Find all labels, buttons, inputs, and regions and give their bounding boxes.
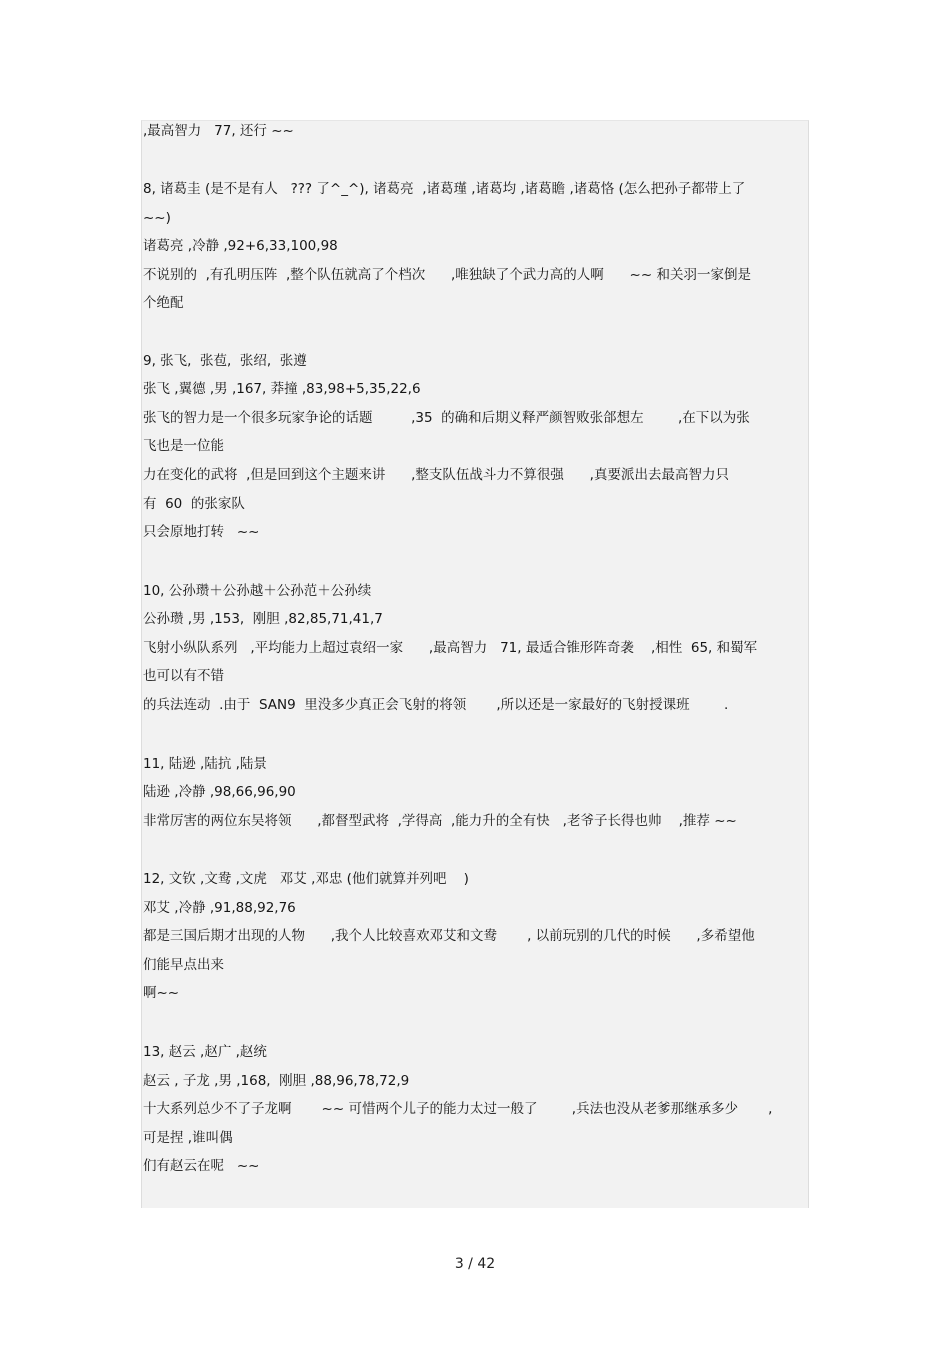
text-line: 不说别的 ,有孔明压阵 ,整个队伍就高了个档次 ,唯独缺了个武力高的人啊 ~~ 和关羽一家倒是: [143, 267, 751, 283]
text-line: 十大系列总少不了子龙啊 ~~ 可惜两个儿子的能力太过一般了 ,兵法也没从老爹那继承多少 ,: [143, 1101, 773, 1117]
text-line: 可是捏 ,谁叫偶: [143, 1130, 233, 1146]
text-line: 非常厉害的两位东吴将领 ,都督型武将 ,学得高 ,能力升的全有快 ,老爷子长得也帅 ,推荐 ~~: [143, 813, 737, 829]
text-line: 12, 文钦 ,文鸯 ,文虎 邓艾 ,邓忠 (他们就算并列吧 ): [143, 871, 469, 887]
text-line: 赵云 , 子龙 ,男 ,168, 刚胆 ,88,96,78,72,9: [143, 1073, 410, 1089]
text-line: 诸葛亮 ,冷静 ,92+6,33,100,98: [143, 238, 338, 254]
text-line: 啊~~: [143, 985, 180, 1001]
text-line: 张飞的智力是一个很多玩家争论的话题 ,35 的确和后期义释严颜智败张郃想左 ,在下以为张: [143, 410, 750, 426]
text-line: ~~): [143, 210, 171, 226]
text-line: 也可以有不错: [143, 668, 224, 684]
text-line: 只会原地打转 ~~: [143, 524, 260, 540]
text-line: 8, 诸葛圭 (是不是有人 ??? 了^_^), 诸葛亮 ,诸葛瑾 ,诸葛均 ,诸葛瞻 ,诸葛恪 (怎么把孙子都带上了: [143, 181, 746, 197]
text-line: 陆逊 ,冷静 ,98,66,96,90: [143, 784, 296, 800]
text-line: 飞也是一位能: [143, 438, 224, 454]
text-line: 力在变化的武将 ,但是回到这个主题来讲 ,整支队伍战斗力不算很强 ,真要派出去最高智力只: [143, 467, 729, 483]
text-line: 有 60 的张家队: [143, 496, 245, 512]
text-line: 9, 张飞, 张苞, 张绍, 张遵: [143, 353, 307, 369]
text-line: 10, 公孙瓒＋公孙越＋公孙范＋公孙续: [143, 583, 372, 599]
text-line: 公孙瓒 ,男 ,153, 刚胆 ,82,85,71,41,7: [143, 611, 383, 627]
text-line: 的兵法连动 .由于 SAN9 里没多少真正会飞射的将领 ,所以还是一家最好的飞射授课班 .: [143, 697, 729, 713]
text-line: 个绝配: [143, 295, 184, 311]
text-line: ,最高智力 77, 还行 ~~: [143, 123, 294, 139]
page-number: 3 / 42: [454, 1256, 496, 1272]
text-line: 张飞 ,翼德 ,男 ,167, 莽撞 ,83,98+5,35,22,6: [143, 381, 421, 397]
text-line: 们能早点出来: [143, 957, 224, 973]
text-line: 都是三国后期才出现的人物 ,我个人比较喜欢邓艾和文鸯 , 以前玩别的几代的时候 ,多希望他: [143, 928, 755, 944]
text-line: 11, 陆逊 ,陆抗 ,陆景: [143, 756, 267, 772]
text-line: 13, 赵云 ,赵广 ,赵统: [143, 1044, 267, 1060]
text-line: 邓艾 ,冷静 ,91,88,92,76: [143, 900, 296, 916]
text-line: 飞射小纵队系列 ,平均能力上超过袁绍一家 ,最高智力 71, 最适合锥形阵奇袭 ,相性 65, 和蜀军: [143, 640, 758, 656]
text-line: 们有赵云在呢 ~~: [143, 1158, 260, 1174]
